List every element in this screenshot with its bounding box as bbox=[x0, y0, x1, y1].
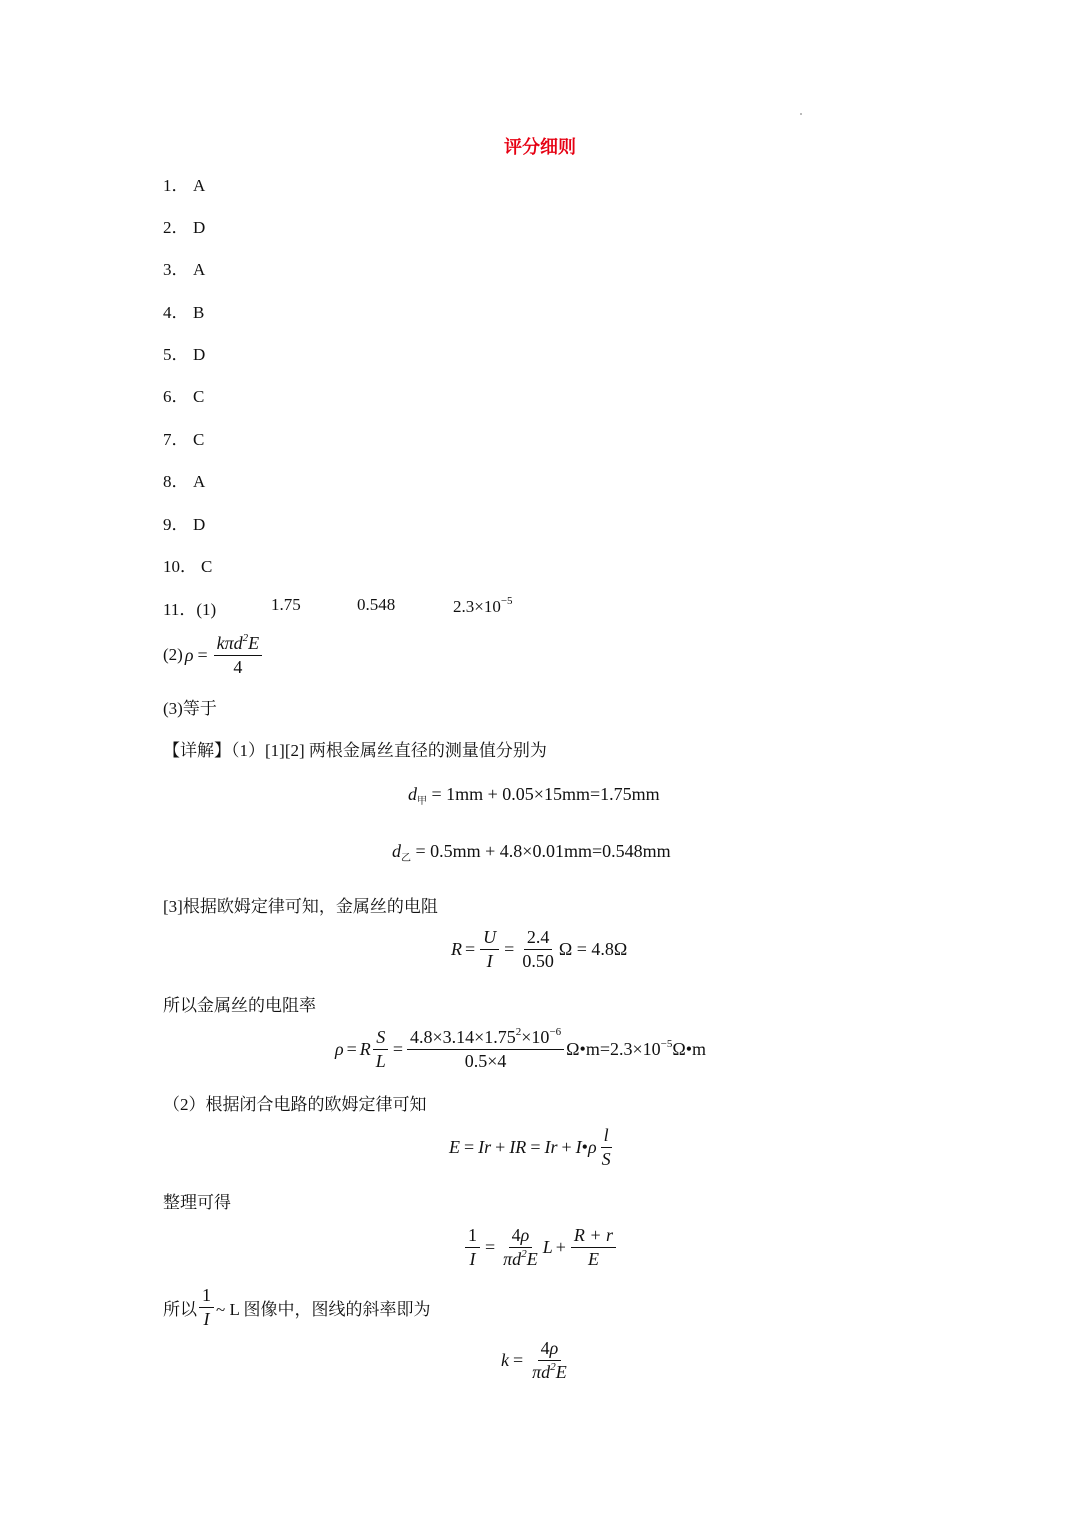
answer-item: 4． B bbox=[163, 303, 205, 322]
answer-item: 7． C bbox=[163, 430, 205, 449]
answer-item: 1． A bbox=[163, 176, 206, 195]
q11-value-3: $2.3\times 10^{-5}$ bbox=[453, 595, 513, 616]
part2-intro: （2）根据闭合电路的欧姆定律可知 bbox=[163, 1095, 427, 1114]
equation-slope: k = $\frac{4\rho}{\pi d^2E}$ bbox=[501, 1338, 567, 1382]
equation-d-jia: $d_甲 = 1mm + 0.05\times 15mm=1.75mm$ bbox=[408, 784, 660, 807]
scan-dot bbox=[800, 113, 802, 115]
fraction: $\frac{k\pi d^2E}{4}$ bbox=[214, 632, 263, 678]
equation-emf: E = Ir + IR = Ir + I • ρ $\frac{l}{S}$ bbox=[449, 1125, 611, 1169]
slope-intro: 所以 $\frac{1}{I}$ ~ L 图像中，图线的斜率即为 bbox=[163, 1285, 431, 1329]
answer-item: 5． D bbox=[163, 345, 206, 364]
q11-value-2: 0.548 bbox=[357, 595, 396, 614]
answer-item: 6． C bbox=[163, 387, 205, 406]
equation-resistance: R = $\frac{U}{I}$ = $\frac{2.4}{0.50}$ Ω = 4.8Ω bbox=[451, 927, 628, 971]
q11-part3-answer: (3)等于 bbox=[163, 699, 217, 718]
answer-item: 2． D bbox=[163, 218, 206, 237]
q11-value-1: 1.75 bbox=[271, 595, 301, 614]
equation-linear: $\frac{1}{I}$ = $\frac{4\rho}{\pi d^2E}$ L + $\frac{R + r}{E}$ bbox=[463, 1224, 618, 1270]
ohm-law-intro: [3]根据欧姆定律可知，金属丝的电阻 bbox=[163, 897, 438, 916]
rearrange-intro: 整理可得 bbox=[163, 1193, 231, 1212]
answer-item: 3． A bbox=[163, 260, 206, 279]
q11-label: 11．(1) bbox=[163, 600, 217, 619]
answer-item: 10． C bbox=[163, 557, 213, 576]
answer-item: 8． A bbox=[163, 472, 206, 491]
answer-item: 9． D bbox=[163, 515, 206, 534]
q11-part2-answer: (2) ρ = $\frac{k\pi d^2E}{4}$ bbox=[163, 632, 264, 678]
detail-heading: 【详解】（1）[1][2] 两根金属丝直径的测量值分别为 bbox=[163, 741, 547, 760]
equation-d-yi: $d_乙 = 0.5mm + 4.8\times 0.01mm=0.548mm$ bbox=[392, 841, 671, 864]
equation-resistivity: ρ = R $\frac{S}{L}$ = $\frac{4.8\times 3.14\times 1.75^2\times 10^{-6}}{0.5\times 4}$ $\Omega•m=2.3\times 10^{-5}\Omega•m$ bbox=[335, 1026, 707, 1071]
resistivity-intro: 所以金属丝的电阻率 bbox=[163, 996, 316, 1015]
page-title: 评分细则 bbox=[504, 137, 576, 157]
